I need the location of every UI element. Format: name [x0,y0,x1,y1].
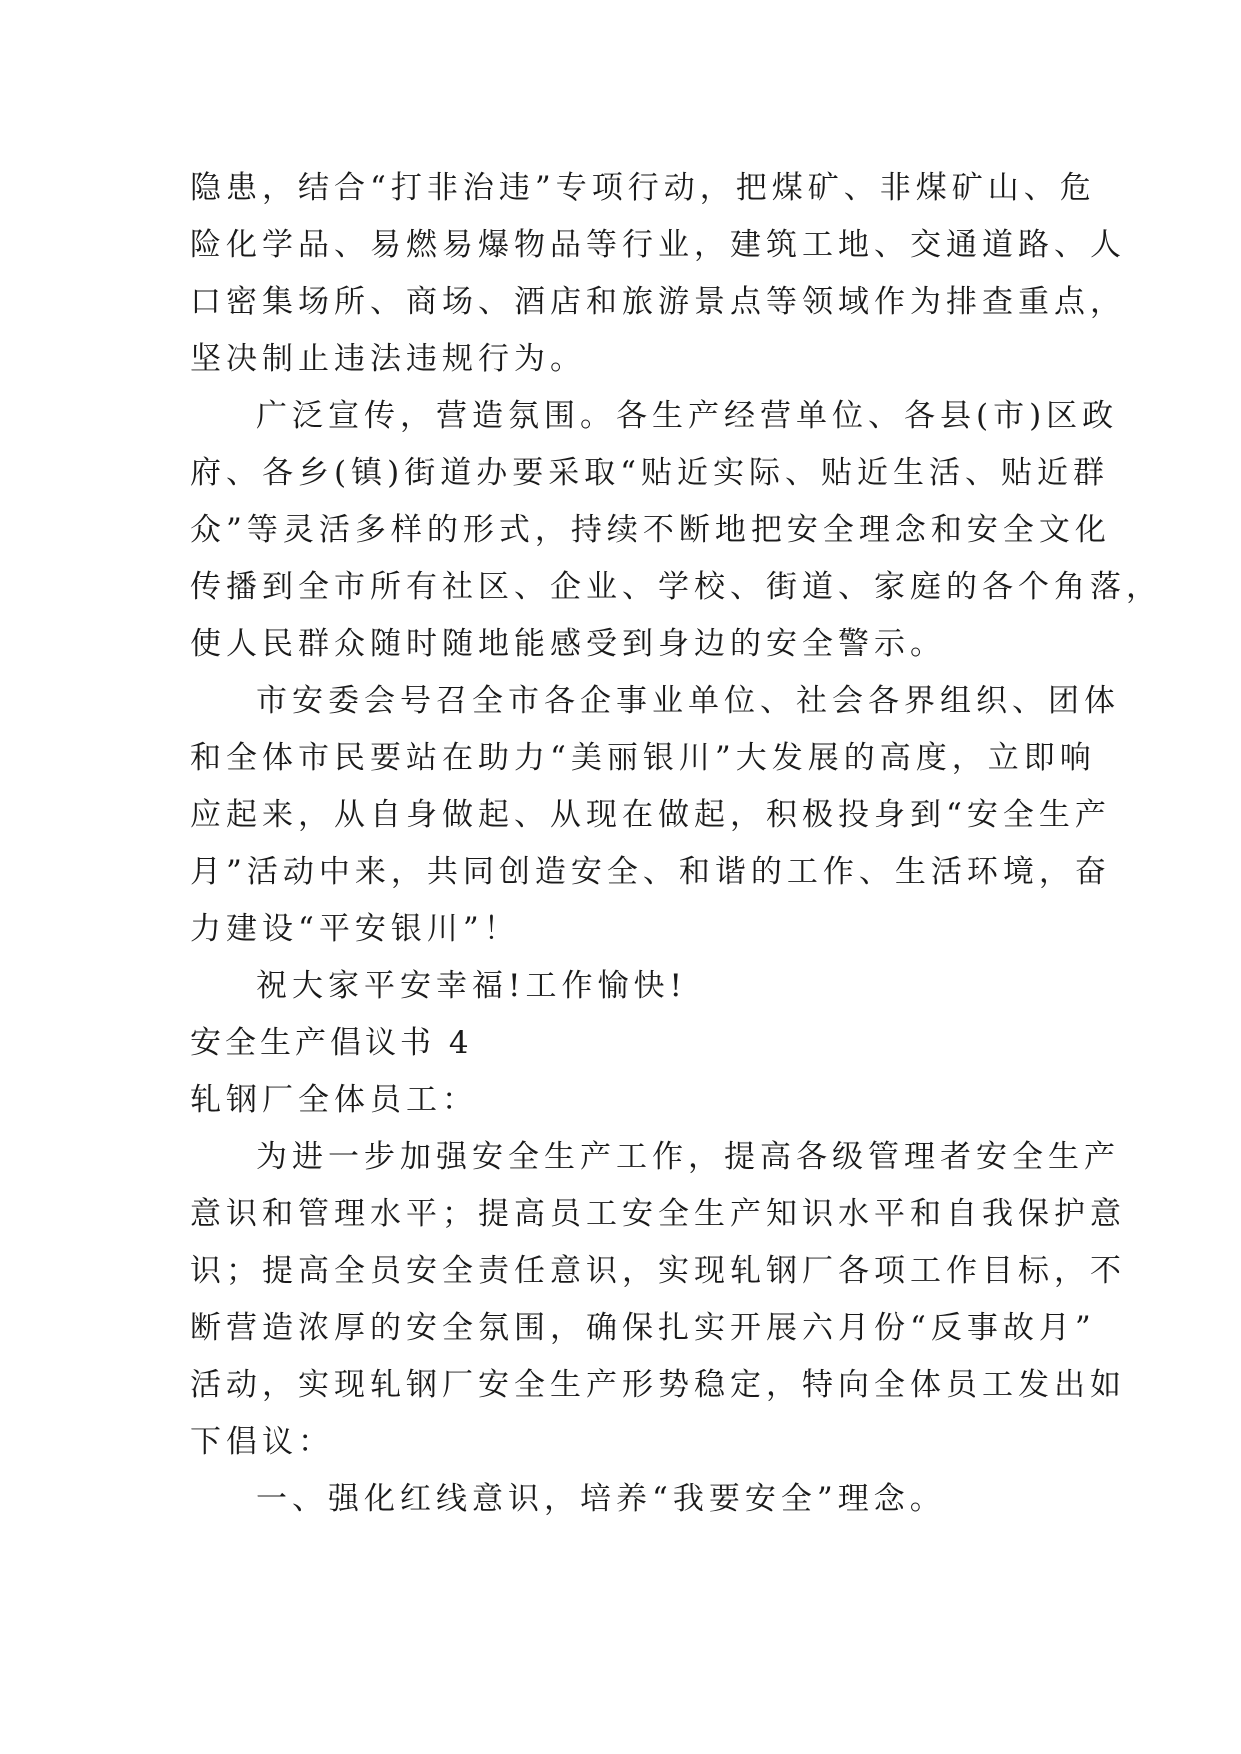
paragraph-first-line: 市安委会号召全市各企事业单位、社会各界组织、团体 [256,683,1120,719]
paragraph-first-line: 为进一步加强安全生产工作，提高各级管理者安全生产 [256,1139,1120,1175]
text-line: 意识和管理水平；提高员工安全生产知识水平和自我保护意 [190,1196,1126,1232]
text-line: 识；提高全员安全责任意识，实现轧钢厂各项工作目标，不 [190,1253,1126,1289]
text-line: 险化学品、易燃易爆物品等行业，建筑工地、交通道路、人 [190,227,1126,263]
text-line: 传播到全市所有社区、企业、学校、街道、家庭的各个角落， [190,569,1162,605]
paragraph-first-line: 广泛宣传，营造氛围。各生产经营单位、各县(市)区政 [256,398,1119,434]
text-line: 使人民群众随时随地能感受到身边的安全警示。 [190,626,946,662]
text-line: 活动，实现轧钢厂安全生产形势稳定，特向全体员工发出如 [190,1367,1126,1403]
text-line: 下倡议： [190,1424,334,1460]
salutation: 轧钢厂全体员工： [190,1082,478,1118]
text-line: 隐患，结合“打非治违”专项行动，把煤矿、非煤矿山、危 [190,170,1096,206]
text-line: 坚决制止违法违规行为。 [190,341,586,377]
text-line: 月”活动中来，共同创造安全、和谐的工作、生活环境，奋 [190,854,1111,890]
text-line: 力建设“平安银川”！ [190,911,520,947]
list-item-heading: 一、强化红线意识，培养“我要安全”理念。 [256,1481,946,1517]
text-line: 众”等灵活多样的形式，持续不断地把安全理念和安全文化 [190,512,1111,548]
document-body [190,160,1162,1528]
section-title: 安全生产倡议书 4 [190,1025,473,1061]
text-line: 和全体市民要站在助力“美丽银川”大发展的高度，立即响 [190,740,1096,776]
text-line: 府、各乡(镇)街道办要采取“贴近实际、贴近生活、贴近群 [190,455,1110,491]
text-line: 断营造浓厚的安全氛围，确保扎实开展六月份“反事故月” [190,1310,1096,1346]
text-line: 口密集场所、商场、酒店和旅游景点等领域作为排查重点， [190,284,1126,320]
text-line: 应起来，从自身做起、从现在做起，积极投身到“安全生产 [190,797,1111,833]
closing-wish: 祝大家平安幸福!工作愉快! [256,968,687,1004]
